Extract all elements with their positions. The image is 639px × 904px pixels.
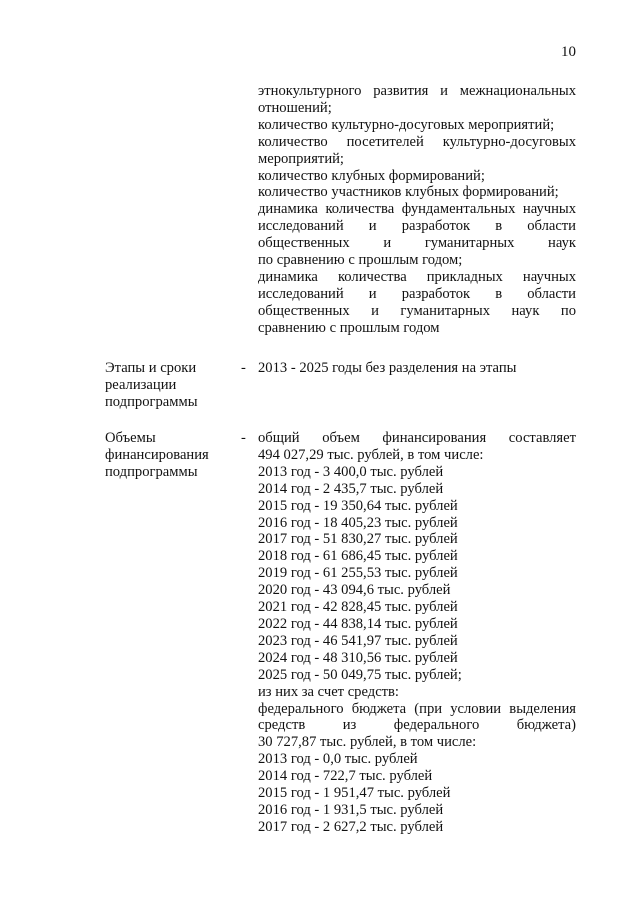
- text-line: 2013 год - 0,0 тыс. рублей: [258, 751, 418, 768]
- text-line: 30 727,87 тыс. рублей, в том числе:: [258, 734, 477, 751]
- text-line: количество культурно-досуговых мероприятий;: [258, 116, 555, 133]
- stages-label-line: подпрограммы: [105, 393, 198, 410]
- text-line: 2019 год - 61 255,53 тыс. рублей: [258, 565, 458, 582]
- funding-text: [258, 430, 576, 836]
- text-line: из них за счет средств:: [258, 683, 399, 700]
- text-line: общественных и гуманитарных наук по: [258, 302, 576, 319]
- text-line: динамика количества фундаментальных научных: [258, 201, 576, 218]
- text-line: этнокультурного развития и межнациональных: [258, 83, 576, 99]
- text-line: 2021 год - 42 828,45 тыс. рублей: [258, 599, 458, 616]
- text-line: сравнению с прошлым годом: [258, 319, 440, 336]
- text-line: 2025 год - 50 049,75 тыс. рублей;: [258, 666, 462, 683]
- text-line: 2014 год - 2 435,7 тыс. рублей: [258, 480, 444, 497]
- text-line: 2017 год - 2 627,2 тыс. рублей: [258, 818, 444, 835]
- text-line: 2016 год - 18 405,23 тыс. рублей: [258, 514, 458, 531]
- funding-dash: -: [241, 430, 246, 446]
- text-line: 2018 год - 61 686,45 тыс. рублей: [258, 548, 458, 565]
- funding-label-line: финансирования: [105, 446, 209, 463]
- stages-label-line: Этапы и сроки: [105, 360, 197, 376]
- stages-value-text: 2013 - 2025 годы без разделения на этапы: [258, 360, 517, 376]
- stages-dash: -: [241, 360, 246, 376]
- text-line: исследований и разработок в области: [258, 285, 576, 302]
- text-line: 2015 год - 1 951,47 тыс. рублей: [258, 785, 451, 802]
- text-line: средств из федерального бюджета): [258, 717, 576, 734]
- page-number: 10: [561, 44, 576, 60]
- text-line: 2022 год - 44 838,14 тыс. рублей: [258, 615, 458, 632]
- text-line: 2024 год - 48 310,56 тыс. рублей: [258, 649, 458, 666]
- stages-value: [258, 360, 576, 377]
- text-line: 494 027,29 тыс. рублей, в том числе:: [258, 446, 484, 463]
- funding-label-line: Объемы: [105, 430, 156, 446]
- text-line: 2015 год - 19 350,64 тыс. рублей: [258, 497, 458, 514]
- text-line: 2017 год - 51 830,27 тыс. рублей: [258, 531, 458, 548]
- funding-label-line: подпрограммы: [105, 463, 198, 480]
- text-line: общий объем финансирования составляет: [258, 430, 576, 446]
- text-line: мероприятий;: [258, 150, 344, 167]
- text-line: количество клубных формирований;: [258, 167, 485, 184]
- stages-label-line: реализации: [105, 376, 177, 393]
- text-line: отношений;: [258, 99, 332, 116]
- text-line: 2013 год - 3 400,0 тыс. рублей: [258, 463, 444, 480]
- text-line: 2016 год - 1 931,5 тыс. рублей: [258, 801, 444, 818]
- text-line: количество участников клубных формирований;: [258, 184, 559, 201]
- text-line: 2023 год - 46 541,97 тыс. рублей: [258, 632, 458, 649]
- text-line: исследований и разработок в области: [258, 218, 576, 235]
- text-line: динамика количества прикладных научных: [258, 268, 576, 285]
- indicators-text: [258, 83, 576, 337]
- text-line: федерального бюджета (при условии выделения: [258, 700, 576, 717]
- text-line: 2020 год - 43 094,6 тыс. рублей: [258, 582, 451, 599]
- stages-label: [105, 360, 235, 411]
- text-line: по сравнению с прошлым годом;: [258, 252, 463, 269]
- text-line: общественных и гуманитарных наук: [258, 235, 576, 252]
- funding-label: [105, 430, 235, 481]
- text-line: количество посетителей культурно-досуговых: [258, 133, 576, 150]
- text-line: 2014 год - 722,7 тыс. рублей: [258, 768, 433, 785]
